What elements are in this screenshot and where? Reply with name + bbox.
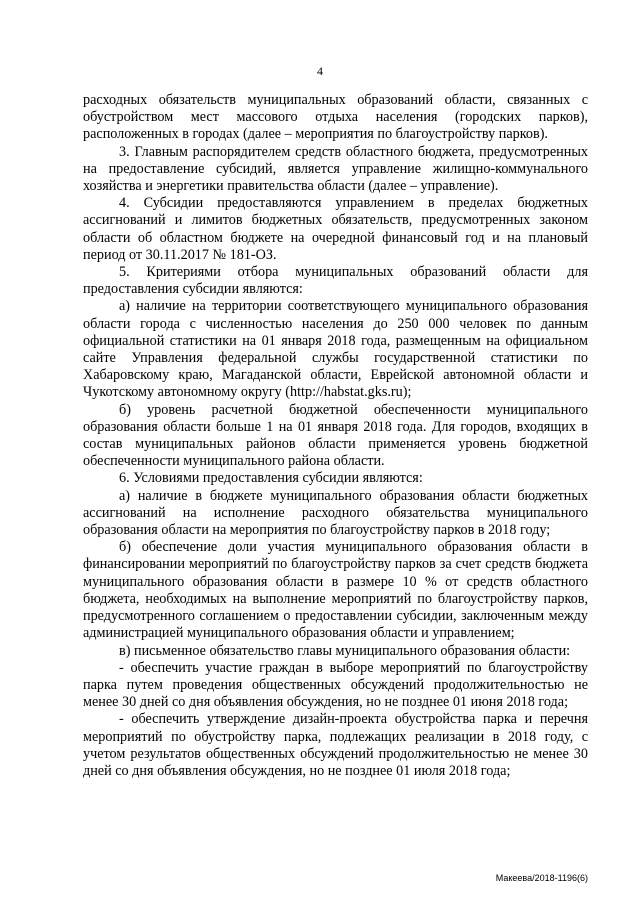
paragraph-item-6b: б) обеспечение доли участия муниципального образования области в финансировании мероприятий по благоустройству парков за счет средств бюджета муниципального образования области в размере 10 % от средств областного бюджета, необходимых на выполнение мероприятий по благоустройству парков, предусмотренного соглашением о предоставлении субсидии, заключенным между администрацией муниципального образования области и управлением; [83,539,588,642]
paragraph-item-5: 5. Критериями отбора муниципальных образований области для предоставления субсидии являются: [83,264,588,298]
page-number: 4 [317,64,323,78]
paragraph-item-3: 3. Главным распорядителем средств областного бюджета, предусмотренных на предоставление субсидий, является управление жилищно-коммунального хозяйства и энергетики правительства области (далее – управление). [83,143,588,195]
paragraph-item-5b: б) уровень расчетной бюджетной обеспеченности муниципального образования области больше 1 на 01 января 2018 года. Для городов, входящих в состав муниципальных районов области применяется уровень бюджетной обеспеченности муниципального района области. [83,401,588,470]
footer-document-code: Макеева/2018-1196(6) [495,873,588,883]
paragraph-item-6: 6. Условиями предоставления субсидии являются: [119,470,423,487]
paragraph-item-6v: в) письменное обязательство главы муниципального образования области: [119,642,571,659]
paragraph-bullet-1: - обеспечить участие граждан в выборе мероприятий по благоустройству парка путем проведения общественных обсуждений продолжительностью не менее 30 дней со дня объявления обсуждения, но не позднее 01 июня 2018 года; [83,659,588,711]
paragraph-item-6a: а) наличие в бюджете муниципального образования области бюджетных ассигнований на исполнение расходного обязательства муниципального образования области на мероприятия по благоустройству парков в 2018 году; [83,487,588,539]
paragraph-continuation: расходных обязательств муниципальных образований области, связанных с обустройством мест массового отдыха населения (городских парков), расположенных в городах (далее – мероприятия по благоустройству парков). [83,92,588,143]
paragraph-item-4: 4. Субсидии предоставляются управлением в пределах бюджетных ассигнований и лимитов бюджетных обязательств, предусмотренных законом области об областном бюджете на очередной финансовый год и на плановый период от 30.11.2017 № 181-ОЗ. [83,195,588,263]
paragraph-bullet-2: - обеспечить утверждение дизайн-проекта обустройства парка и перечня мероприятий по обустройству парка, подлежащих реализации в 2018 году, с учетом результатов общественных обсуждений продолжительностью не менее 30 дней со дня объявления обсуждения, но не позднее 01 июля 2018 года; [83,711,588,779]
document-body [83,92,588,780]
paragraph-item-5a: а) наличие на территории соответствующего муниципального образования области города с численностью населения до 250 000 человек по данным официальной статистики на 01 января 2018 года, размещенным на официальном сайте Управления федеральной службы государственной статистики по Хабаровскому краю, Магаданской области, Еврейской автономной области и Чукотскому автономному округу (http://habstat.gks.ru); [83,298,588,401]
